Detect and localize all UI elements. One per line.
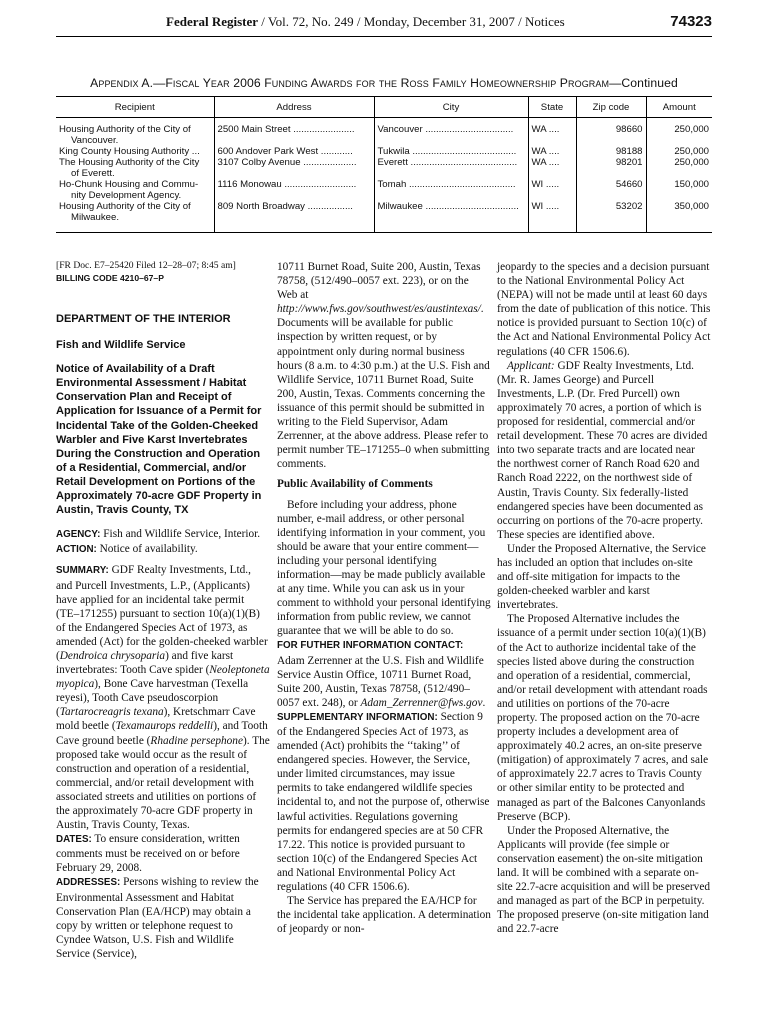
- cell-city: Vancouver .................................: [374, 118, 528, 147]
- addresses-continued: 10711 Burnet Road, Suite 200, Austin, Texas 78758, (512/490–0057 ext. 223), or on the Web at http://www.fws.gov/southwest/es/austintexas/. Documents will be available for public inspection by written request, or by appointment only during normal business hours (8 a.m. to 4:30 p.m.) at the U.S. Fish and Wildlife Service, 10711 Burnet Road, Suite 200, Austin, Texas. Comments concerning the issuance of this permit should be submitted in writing to the Field Supervisor, Adam Zerrenner, at the above address. Please refer to permit number TE–171255–0 when submitting comments.: [277, 261, 490, 471]
- col-header-address: Address: [214, 97, 374, 118]
- public-availability-paragraph: Before including your address, phone number, e-mail address, or other personal identifying information in your comment, you should be aware that your entire comment—including your personal identifying information—may be made publicly available at any time. While you can ask us in your comment to withhold your personal identifying information from public review, we cannot guarantee that we will be able to do so.: [277, 498, 491, 638]
- cell-amount: 250,000: [646, 157, 712, 179]
- public-availability-heading: Public Availability of Comments: [277, 478, 433, 491]
- email-link[interactable]: Adam_Zerrenner@fws.gov: [360, 696, 483, 709]
- table-row: [56, 157, 712, 179]
- cell-zip: 98201: [576, 157, 646, 179]
- cell-recipient: Ho-Chunk Housing and Commu- nity Development Agency.: [59, 179, 199, 201]
- col-header-recipient: Recipient: [56, 97, 214, 118]
- table-row: [56, 201, 712, 233]
- table-row: [56, 179, 712, 201]
- billing-code: BILLING CODE 4210–67–P: [56, 273, 164, 283]
- cell-state: WI .....: [528, 179, 576, 201]
- summary-paragraph: SUMMARY: GDF Realty Investments, Ltd., and Purcell Investments, L.P., (Applicants) have applied for an incidental take permit (TE–171255) pursuant to section 10(a)(1)(B) of the Endangered Species Act of 1973, as amended (Act) for the golden-cheeked warbler (Dendroica chrysoparia) and five karst invertebrates: Tooth Cave spider (Neoleptoneta myopica), Bone Cave harvestman (Texella reyesi), Tooth Cave pseudoscorpion (Tartarocreagris texana), Kretschmarr Cave mold beetle (Texamaurops reddelli), and Tooth Cave ground beetle (Rhadine persephone). The proposed take would occur as the result of construction and operation of a residential, commercial, and/or retail development with associated streets and utilities on portions of the approximately 70-acre GDF property in Austin, Travis County, Texas.: [56, 564, 270, 832]
- journal-name: Federal Register: [166, 14, 259, 29]
- citation: / Vol. 72, No. 249 / Monday, December 31, 2007 / Notices: [258, 14, 565, 29]
- table-header-row: [56, 97, 712, 118]
- department-heading: DEPARTMENT OF THE INTERIOR: [56, 313, 231, 325]
- column-3: [497, 260, 711, 937]
- addresses-paragraph: ADDRESSES: Persons wishing to review the Environmental Assessment and Habitat Conservation Plan (EA/HCP) may obtain a copy by written or telephone request to Cyndee Watson, U.S. Fish and Wildlife Service (Service),: [56, 876, 259, 960]
- proposed-alternative-paragraph-3: Under the Proposed Alternative, the Applicants will provide (fee simple or conservation easement) the on-site mitigation land. It will be combined with a separate on-site 22.7-acre acquisition and will be preserved and managed as part of the BCP in perpetuity. The proposed preserve (on-site mitigation land and 22.7-acre: [497, 824, 710, 936]
- cell-amount: 150,000: [646, 179, 712, 201]
- col-header-city: City: [374, 97, 528, 118]
- notice-title: Notice of Availability of a Draft Environmental Assessment / Habitat Conservation Plan and Receipt of Application for Issuance of a Permit for Incidental Take of the Golden-Cheeked Warbler and Five Karst Invertebrates During the Construction and Operation of a Residential, Commercial, and/or Retail Development on Portions of the Approximately 70-acre GDF Property in Austin, Travis County, TX: [56, 363, 262, 517]
- cell-recipient: Housing Authority of the City of Vancouver.: [59, 124, 191, 146]
- fr-doc-line: [FR Doc. E7–25420 Filed 12–28–07; 8:45 am]: [56, 260, 236, 271]
- cell-zip: 53202: [576, 201, 646, 233]
- cell-state: WA ....: [528, 146, 576, 157]
- table-title-main: Fiscal Year 2006 Funding Awards for the Ross Family Homeownership Program—: [165, 76, 622, 90]
- column-2: [277, 260, 491, 936]
- proposed-alternative-paragraph-2: The Proposed Alternative includes the issuance of a permit under section 10(a)(1)(B) of the Act to authorize incidental take of the species listed above during the construction and operation of a residential, commercial, and/or retail development with attendant roads and utilities on portions of the 70-acre property. The proposed action on the 70-acre property includes a development area of approximately 40.2 acres, an on-site preserve (mitigation) of approximately 7 acres, and sale of approximately 22.7 acres to Travis County or other similar entity to be protected and managed as part of the Balcones Canyonlands Preserve (BCP).: [497, 613, 709, 823]
- cell-state: WA ....: [528, 157, 576, 179]
- cell-state: WI .....: [528, 201, 576, 233]
- cell-recipient: Housing Authority of the City of Milwaukee.: [56, 201, 214, 233]
- cell-city: Tomah ........................................: [374, 179, 528, 201]
- table-row: [56, 146, 712, 157]
- col-header-amount: Amount: [646, 97, 712, 118]
- cell-address: 3107 Colby Avenue ....................: [214, 157, 374, 179]
- table-title-suffix: Continued: [621, 76, 678, 90]
- running-head: [166, 14, 565, 30]
- cell-amount: 350,000: [646, 201, 712, 233]
- cell-address: 600 Andover Park West ............: [214, 146, 374, 157]
- cell-state: WA ....: [528, 118, 576, 147]
- supplementary-paragraph: SUPPLEMENTARY INFORMATION: Section 9 of the Endangered Species Act of 1973, as amended (Act) prohibits the ‘‘taking’’ of endangered species. However, the Service, under limited circumstances, may issue permits to take endangered wildlife species incidental to, and not the purpose of, otherwise lawful activities. Regulations governing permits for endangered species are at 50 CFR 17.22. This notice is provided pursuant to section 10(c) of the Endangered Species Act and National Environmental Policy Act regulations (40 CFR 1506.6).: [277, 710, 490, 894]
- web-link[interactable]: http://www.fws.gov/southwest/es/austintexas/: [277, 303, 481, 316]
- further-info-paragraph: FOR FUTHER INFORMATION CONTACT: Adam Zerrenner at the U.S. Fish and Wildlife Service Austin Office, 10711 Burnet Road, Suite 200, Austin, Texas 78758, (512/490–0057 ext. 248), or Adam_Zerrenner@fws.gov.: [277, 640, 486, 709]
- dates-paragraph: DATES: To ensure consideration, written comments must be received on or before February 29, 2008.: [56, 833, 240, 875]
- header-rule: [56, 36, 712, 37]
- cell-amount: 250,000: [646, 118, 712, 147]
- cell-zip: 98660: [576, 118, 646, 147]
- column-1: [56, 260, 270, 961]
- page-header: [56, 14, 712, 36]
- cell-city: Everett ........................................: [374, 157, 528, 179]
- cell-zip: 98188: [576, 146, 646, 157]
- ea-hcp-paragraph: The Service has prepared the EA/HCP for the incidental take application. A determination of jeopardy or non-: [277, 895, 491, 936]
- cell-amount: 250,000: [646, 146, 712, 157]
- cell-address: 1116 Monowau ...........................: [214, 179, 374, 201]
- cell-city: Milwaukee ...................................: [374, 201, 528, 233]
- table-title: [56, 76, 712, 90]
- applicant-paragraph: Applicant: GDF Realty Investments, Ltd. (Mr. R. James George) and Purcell Investments, L.P. (Dr. Fred Purcell) own approximately 70 acres, a portion of which is proposed for residential, commercial and/or retail development. These 70 acres are divided into two separate tracts and are located near the northwest corner of Ranch Road 620 and Ranch Road 2222, on the northwest side of Austin, Travis County. Six federally-listed endangered species have been documented as occurring on portions of the 70-acre property. These species are identified above.: [497, 359, 708, 541]
- cell-zip: 54660: [576, 179, 646, 201]
- cell-recipient: King County Housing Authority ...: [59, 146, 200, 157]
- cell-recipient: The Housing Authority of the City of Everett.: [59, 157, 200, 179]
- cell-address: 809 North Broadway .................: [214, 201, 374, 233]
- col-header-state: State: [528, 97, 576, 118]
- table-row: [56, 118, 712, 147]
- agency-paragraph: AGENCY: Fish and Wildlife Service, Interior.: [56, 528, 261, 541]
- col-header-zip: Zip code: [576, 97, 646, 118]
- cell-city: Tukwila .......................................: [374, 146, 528, 157]
- agency-heading: Fish and Wildlife Service: [56, 339, 186, 352]
- awards-table: [56, 96, 712, 233]
- table-title-prefix: Appendix A.—: [90, 76, 166, 90]
- proposed-alternative-paragraph-1: Under the Proposed Alternative, the Service has included an option that includes on-site and off-site mitigation for impacts to the golden-cheeked warbler and karst invertebrates.: [497, 542, 706, 612]
- jeopardy-paragraph: jeopardy to the species and a decision pursuant to the National Environmental Policy Act (NEPA) will not be made until at least 60 days from the date of publication of this notice. This notice is provided pursuant to Section 10(c) of the Act and National Environmental Policy Act regulations (40 CFR 1506.6).: [497, 261, 711, 358]
- page-number: 74323: [670, 13, 712, 30]
- cell-address: 2500 Main Street .......................: [214, 118, 374, 147]
- action-paragraph: ACTION: Notice of availability.: [56, 543, 198, 556]
